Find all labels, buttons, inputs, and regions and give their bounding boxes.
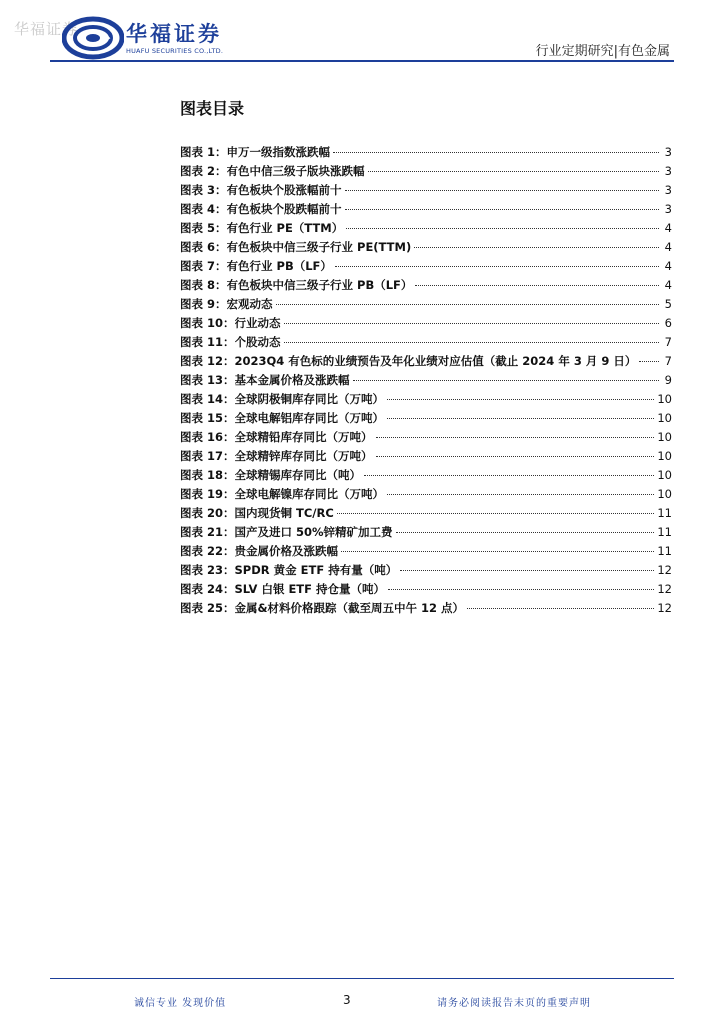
- footer-disclaimer: 请务必阅读报告末页的重要声明: [437, 998, 591, 1009]
- toc-item-label: 图表 1：: [180, 145, 227, 159]
- toc-item-text: 有色板块中信三级子行业 PB（LF）: [226, 278, 413, 292]
- toc-item-24[interactable]: [180, 581, 672, 600]
- toc-item-text: 有色行业 PB（LF）: [226, 259, 332, 273]
- toc-item-page: 4: [664, 278, 672, 292]
- toc-leader-dots: [387, 494, 654, 495]
- toc-leader-dots: [400, 570, 654, 571]
- toc-item-20[interactable]: [180, 505, 672, 524]
- toc-item-14[interactable]: [180, 391, 672, 410]
- toc-item-text: 金属&材料价格跟踪（截至周五中午 12 点）: [234, 601, 465, 615]
- toc-item-2[interactable]: [180, 163, 672, 182]
- toc-item-5[interactable]: [180, 220, 672, 239]
- toc-item-label: 图表 9：: [180, 297, 227, 311]
- brand-logo: [62, 16, 252, 62]
- toc-item-page: 12: [657, 582, 672, 596]
- toc-item-text: 国内现货铜 TC/RC: [234, 506, 334, 520]
- toc-leader-dots: [346, 228, 659, 229]
- toc-item-text: 基本金属价格及涨跌幅: [234, 373, 350, 387]
- toc-item-3[interactable]: [180, 182, 672, 201]
- toc-item-label: 图表 3：: [180, 183, 227, 197]
- toc-item-page: 3: [664, 145, 672, 159]
- toc-item-label: 图表 8：: [180, 278, 227, 292]
- toc-leader-dots: [368, 171, 659, 172]
- toc-item-page: 10: [657, 449, 672, 463]
- toc-item-23[interactable]: [180, 562, 672, 581]
- toc-item-11[interactable]: [180, 334, 672, 353]
- toc-item-page: 12: [657, 601, 672, 615]
- toc-item-25[interactable]: [180, 600, 672, 619]
- toc-item-text: 全球精铅库存同比（万吨）: [234, 430, 373, 444]
- toc-item-label: 图表 20：: [180, 506, 235, 520]
- toc-item-page: 3: [664, 164, 672, 178]
- toc-item-15[interactable]: [180, 410, 672, 429]
- toc-title: 图表目录: [180, 99, 245, 118]
- toc-item-7[interactable]: [180, 258, 672, 277]
- toc-item-label: 图表 5：: [180, 221, 227, 235]
- toc-leader-dots: [376, 456, 655, 457]
- toc-item-6[interactable]: [180, 239, 672, 258]
- toc-item-label: 图表 2：: [180, 164, 227, 178]
- toc-leader-dots: [414, 247, 659, 248]
- toc-item-label: 图表 17：: [180, 449, 235, 463]
- toc-item-text: 有色板块中信三级子行业 PE(TTM): [226, 240, 412, 254]
- toc-item-page: 10: [657, 392, 672, 406]
- footer-divider: [50, 978, 674, 979]
- toc-item-text: 有色板块个股跌幅前十: [226, 202, 342, 216]
- toc-leader-dots: [388, 589, 654, 590]
- toc-item-10[interactable]: [180, 315, 672, 334]
- toc-item-label: 图表 25：: [180, 601, 235, 615]
- toc-item-9[interactable]: [180, 296, 672, 315]
- toc-item-label: 图表 18：: [180, 468, 235, 482]
- toc-leader-dots: [376, 437, 655, 438]
- toc-item-page: 6: [664, 316, 672, 330]
- toc-item-text: 贵金属价格及涨跌幅: [234, 544, 339, 558]
- toc-item-page: 4: [664, 240, 672, 254]
- toc-item-1[interactable]: [180, 144, 672, 163]
- toc-leader-dots: [396, 532, 655, 533]
- toc-item-label: 图表 16：: [180, 430, 235, 444]
- page-number: 3: [343, 993, 351, 1007]
- toc-leader-dots: [387, 399, 654, 400]
- brand-name-cn: 华福证券: [126, 22, 222, 46]
- toc-leader-dots: [364, 475, 654, 476]
- toc-item-text: 个股动态: [234, 335, 281, 349]
- footer-slogan: 诚信专业 发现价值: [134, 998, 227, 1009]
- toc-item-8[interactable]: [180, 277, 672, 296]
- toc-leader-dots: [284, 342, 659, 343]
- toc-item-page: 10: [657, 468, 672, 482]
- brand-name-en: HUAFU SECURITIES CO.,LTD.: [126, 47, 224, 55]
- toc-leader-dots: [335, 266, 659, 267]
- toc-item-19[interactable]: [180, 486, 672, 505]
- toc-item-text: 有色中信三级子版块涨跌幅: [226, 164, 365, 178]
- toc-item-text: 行业动态: [234, 316, 281, 330]
- toc-item-text: 2023Q4 有色标的业绩预告及年化业绩对应估值（截止 2024 年 3 月 9 日）: [234, 354, 637, 368]
- toc-item-16[interactable]: [180, 429, 672, 448]
- toc-item-label: 图表 14：: [180, 392, 235, 406]
- toc-leader-dots: [276, 304, 659, 305]
- toc-item-text: 全球阴极铜库存同比（万吨）: [234, 392, 385, 406]
- toc-item-page: 7: [664, 335, 672, 349]
- toc-item-text: 国产及进口 50%锌精矿加工费: [234, 525, 393, 539]
- toc-item-page: 3: [664, 183, 672, 197]
- toc-item-label: 图表 12：: [180, 354, 235, 368]
- toc-leader-dots: [353, 380, 659, 381]
- toc-item-text: 申万一级指数涨跌幅: [226, 145, 331, 159]
- toc-item-page: 7: [664, 354, 672, 368]
- toc-list: [180, 144, 672, 619]
- toc-item-label: 图表 24：: [180, 582, 235, 596]
- toc-item-label: 图表 6：: [180, 240, 227, 254]
- toc-item-4[interactable]: [180, 201, 672, 220]
- toc-leader-dots: [345, 190, 659, 191]
- toc-item-text: 有色板块个股涨幅前十: [226, 183, 342, 197]
- toc-item-18[interactable]: [180, 467, 672, 486]
- toc-leader-dots: [639, 361, 659, 362]
- toc-item-page: 5: [664, 297, 672, 311]
- toc-item-label: 图表 15：: [180, 411, 235, 425]
- toc-item-page: 4: [664, 221, 672, 235]
- toc-item-text: SLV 白银 ETF 持仓量（吨）: [234, 582, 386, 596]
- toc-item-page: 10: [657, 411, 672, 425]
- toc-item-label: 图表 23：: [180, 563, 235, 577]
- toc-item-label: 图表 21：: [180, 525, 235, 539]
- toc-item-12[interactable]: [180, 353, 672, 372]
- toc-item-text: 全球精锌库存同比（万吨）: [234, 449, 373, 463]
- toc-item-page: 4: [664, 259, 672, 273]
- toc-item-label: 图表 11：: [180, 335, 235, 349]
- toc-item-page: 10: [657, 430, 672, 444]
- toc-leader-dots: [415, 285, 659, 286]
- toc-item-label: 图表 19：: [180, 487, 235, 501]
- toc-item-label: 图表 10：: [180, 316, 235, 330]
- toc-leader-dots: [337, 513, 655, 514]
- toc-item-label: 图表 4：: [180, 202, 227, 216]
- toc-item-page: 3: [664, 202, 672, 216]
- toc-item-label: 图表 13：: [180, 373, 235, 387]
- toc-leader-dots: [345, 209, 659, 210]
- toc-item-page: 9: [664, 373, 672, 387]
- toc-item-13[interactable]: [180, 372, 672, 391]
- toc-leader-dots: [284, 323, 659, 324]
- toc-item-text: 全球精锡库存同比（吨）: [234, 468, 362, 482]
- toc-item-page: 11: [657, 506, 672, 520]
- toc-leader-dots: [341, 551, 654, 552]
- toc-item-22[interactable]: [180, 543, 672, 562]
- toc-leader-dots: [333, 152, 659, 153]
- toc-item-21[interactable]: [180, 524, 672, 543]
- header-divider: [50, 60, 674, 62]
- toc-item-text: 有色行业 PE（TTM）: [226, 221, 344, 235]
- toc-item-page: 12: [657, 563, 672, 577]
- toc-item-text: SPDR 黄金 ETF 持有量（吨）: [234, 563, 398, 577]
- toc-item-label: 图表 7：: [180, 259, 227, 273]
- toc-item-page: 11: [657, 525, 672, 539]
- toc-item-page: 10: [657, 487, 672, 501]
- toc-item-text: 全球电解镍库存同比（万吨）: [234, 487, 385, 501]
- toc-item-text: 宏观动态: [226, 297, 273, 311]
- toc-item-label: 图表 22：: [180, 544, 235, 558]
- toc-leader-dots: [387, 418, 654, 419]
- toc-item-text: 全球电解铝库存同比（万吨）: [234, 411, 385, 425]
- watermark-text: 华福证券: [14, 20, 79, 38]
- report-category: 行业定期研究|有色金属: [535, 44, 670, 59]
- swirl-logo-icon: [62, 16, 124, 60]
- toc-leader-dots: [467, 608, 654, 609]
- toc-item-17[interactable]: [180, 448, 672, 467]
- toc-item-page: 11: [657, 544, 672, 558]
